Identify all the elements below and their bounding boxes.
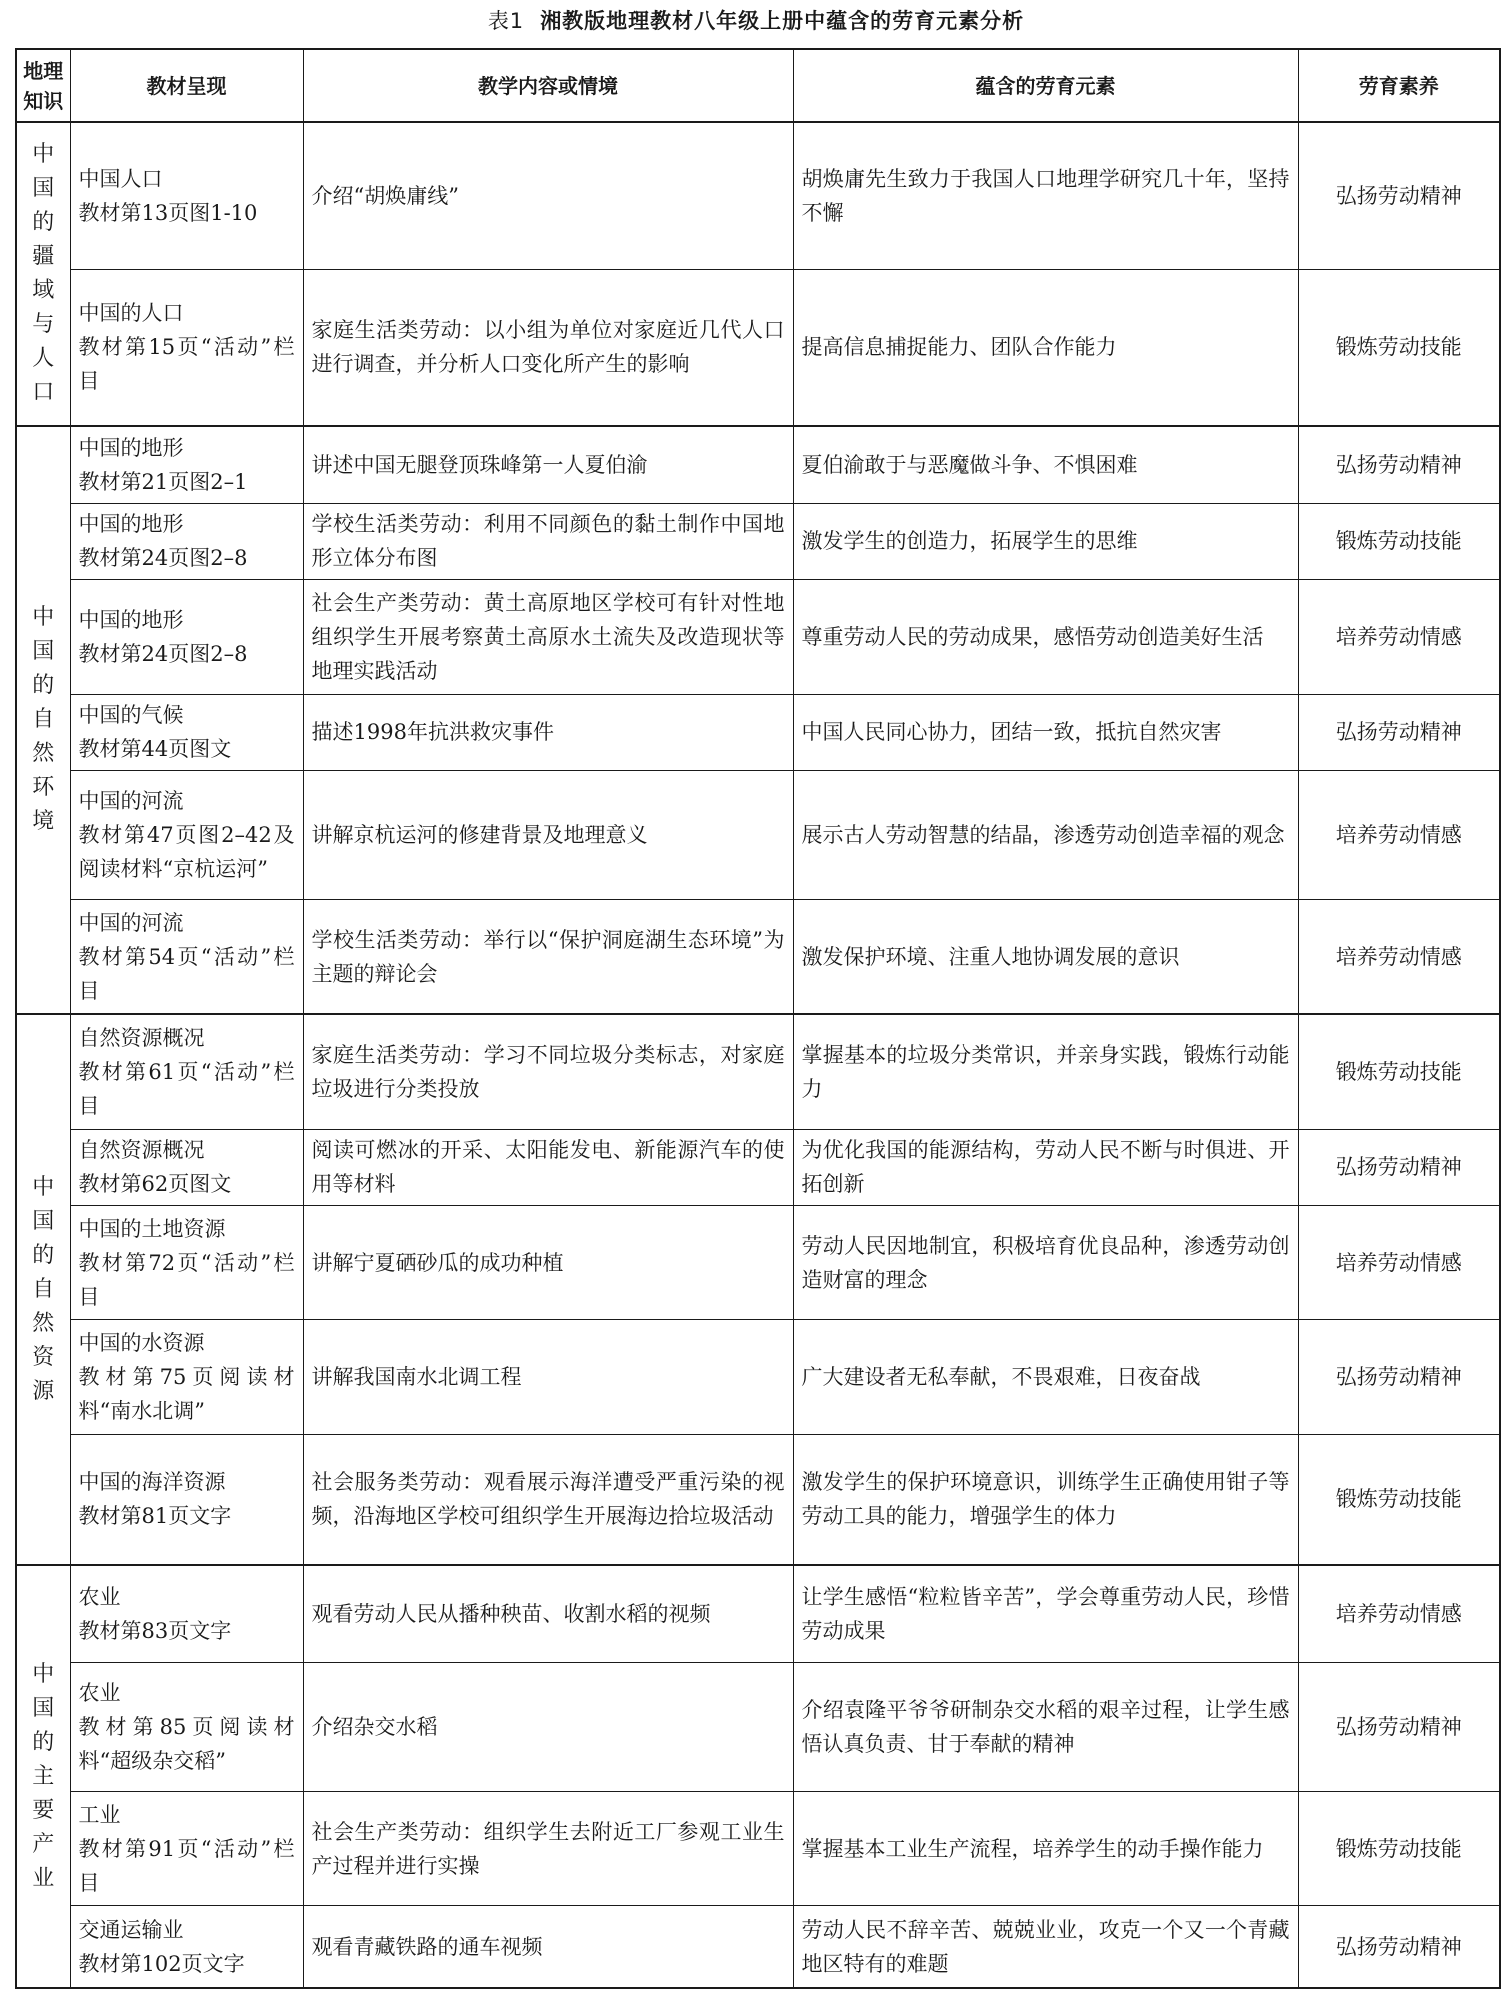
elements-cell: 尊重劳动人民的劳动成果，感悟劳动创造美好生活 [793,580,1298,694]
elements-cell: 提高信息捕捉能力、团队合作能力 [793,269,1298,426]
elements-cell: 劳动人民因地制宜，积极培育优良品种，渗透劳动创造财富的理念 [793,1206,1298,1320]
elements-cell: 夏伯渝敢于与恶魔做斗争、不惧困难 [793,426,1298,503]
table-row [16,899,1500,1014]
presentation-cell [70,426,303,503]
category-cell [16,426,70,1014]
elements-cell: 展示古人劳动智慧的结晶，渗透劳动创造幸福的观念 [793,771,1298,900]
elements-cell: 为优化我国的能源结构，劳动人民不断与时俱进、开拓创新 [793,1129,1298,1206]
literacy-cell: 培养劳动情感 [1298,899,1500,1014]
header-literacy: 劳育素养 [1298,49,1500,122]
category-label: 中国的疆域与人口 [32,142,55,406]
presentation-cell [70,122,303,269]
elements-cell: 掌握基本的垃圾分类常识，并亲身实践，锻炼行动能力 [793,1014,1298,1129]
literacy-cell: 弘扬劳动精神 [1298,1663,1500,1792]
presentation-cell [70,694,303,771]
literacy-cell: 锻炼劳动技能 [1298,503,1500,580]
content-cell: 社会生产类劳动：组织学生去附近工厂参观工业生产过程并进行实操 [303,1791,793,1905]
table-row [16,503,1500,580]
presentation-chapter: 农业 [78,1585,121,1610]
table-container [15,48,1499,1989]
presentation-cell [70,1434,303,1565]
presentation-cell [70,269,303,426]
table-body [16,122,1500,1988]
presentation-cell [70,1014,303,1129]
category-label: 中国的自然资源 [32,1174,55,1404]
header-content: 教学内容或情境 [303,49,793,122]
presentation-chapter: 中国的地形 [78,607,184,632]
table-title: 湘教版地理教材八年级上册中蕴含的劳育元素分析 [540,9,1025,33]
presentation-cell [70,1206,303,1320]
header-elements: 蕴含的劳育元素 [793,49,1298,122]
literacy-cell: 培养劳动情感 [1298,580,1500,694]
header-presentation: 教材呈现 [70,49,303,122]
presentation-chapter: 中国的河流 [78,910,184,935]
content-cell: 介绍杂交水稻 [303,1663,793,1792]
table-row [16,426,1500,503]
presentation-chapter: 中国的人口 [78,301,184,326]
table-number: 表1 [487,9,525,33]
category-label: 中国的主要产业 [32,1661,55,1891]
presentation-source: 教材第81页文字 [78,1504,232,1529]
elements-cell: 中国人民同心协力，团结一致，抵抗自然灾害 [793,694,1298,771]
presentation-cell [70,771,303,900]
literacy-cell: 锻炼劳动技能 [1298,1791,1500,1905]
presentation-source: 教材第21页图2–1 [78,469,248,494]
presentation-source: 教材第24页图2–8 [78,641,248,666]
table-row [16,122,1500,269]
content-cell: 家庭生活类劳动：学习不同垃圾分类标志，对家庭垃圾进行分类投放 [303,1014,793,1129]
presentation-cell [70,1906,303,1988]
literacy-cell: 锻炼劳动技能 [1298,1014,1500,1129]
content-cell: 学校生活类劳动：举行以“保护洞庭湖生态环境”为主题的辩论会 [303,899,793,1014]
presentation-source: 教材第75页阅读材料“南水北调” [78,1365,295,1424]
literacy-cell: 弘扬劳动精神 [1298,1320,1500,1434]
presentation-chapter: 中国人口 [78,166,163,191]
literacy-cell: 弘扬劳动精神 [1298,694,1500,771]
elements-cell: 激发学生的创造力，拓展学生的思维 [793,503,1298,580]
presentation-chapter: 中国的地形 [78,512,184,537]
presentation-source: 教材第61页“活动”栏目 [78,1059,295,1118]
table-row [16,1565,1500,1663]
presentation-source: 教材第62页图文 [78,1172,232,1197]
presentation-chapter: 中国的气候 [78,703,184,728]
table-row [16,269,1500,426]
presentation-chapter: 中国的土地资源 [78,1216,226,1241]
content-cell: 描述1998年抗洪救灾事件 [303,694,793,771]
elements-cell: 激发学生的保护环境意识，训练学生正确使用钳子等劳动工具的能力，增强学生的体力 [793,1434,1298,1565]
content-cell: 讲解我国南水北调工程 [303,1320,793,1434]
content-cell: 阅读可燃冰的开采、太阳能发电、新能源汽车的使用等材料 [303,1129,793,1206]
elements-cell: 广大建设者无私奉献，不畏艰难，日夜奋战 [793,1320,1298,1434]
table-caption [0,4,1512,38]
category-label: 中国的自然环境 [32,605,55,835]
table-row [16,1129,1500,1206]
presentation-source: 教材第102页文字 [78,1951,245,1976]
literacy-cell: 锻炼劳动技能 [1298,1434,1500,1565]
presentation-cell [70,1320,303,1434]
presentation-cell [70,1791,303,1905]
presentation-chapter: 中国的地形 [78,435,184,460]
presentation-source: 教材第47页图2–42及阅读材料“京杭运河” [78,822,295,881]
table-row [16,694,1500,771]
presentation-cell [70,503,303,580]
header-row [16,49,1500,122]
content-cell: 讲解京杭运河的修建背景及地理意义 [303,771,793,900]
presentation-source: 教材第13页图1-10 [78,200,258,225]
literacy-cell: 锻炼劳动技能 [1298,269,1500,426]
content-cell: 家庭生活类劳动：以小组为单位对家庭近几代人口进行调查，并分析人口变化所产生的影响 [303,269,793,426]
literacy-cell: 培养劳动情感 [1298,1206,1500,1320]
presentation-chapter: 农业 [78,1681,121,1706]
table-row [16,771,1500,900]
content-cell: 观看劳动人民从播种秧苗、收割水稻的视频 [303,1565,793,1663]
presentation-source: 教材第54页“活动”栏目 [78,944,295,1003]
presentation-chapter: 中国的海洋资源 [78,1470,226,1495]
presentation-source: 教材第85页阅读材料“超级杂交稻” [78,1715,295,1774]
presentation-cell [70,1565,303,1663]
presentation-chapter: 自然资源概况 [78,1138,205,1163]
content-cell: 社会服务类劳动：观看展示海洋遭受严重污染的视频，沿海地区学校可组织学生开展海边拾垃圾活动 [303,1434,793,1565]
elements-cell: 掌握基本工业生产流程，培养学生的动手操作能力 [793,1791,1298,1905]
literacy-cell: 弘扬劳动精神 [1298,426,1500,503]
table-row [16,1434,1500,1565]
presentation-chapter: 交通运输业 [78,1917,184,1942]
literacy-cell: 弘扬劳动精神 [1298,1906,1500,1988]
elements-cell: 介绍袁隆平爷爷研制杂交水稻的艰辛过程，让学生感悟认真负责、甘于奉献的精神 [793,1663,1298,1792]
literacy-cell: 培养劳动情感 [1298,771,1500,900]
presentation-cell [70,580,303,694]
presentation-cell [70,1129,303,1206]
presentation-cell [70,899,303,1014]
header-geo-knowledge: 地理知识 [16,49,70,122]
presentation-chapter: 中国的河流 [78,788,184,813]
table-row [16,580,1500,694]
content-cell: 学校生活类劳动：利用不同颜色的黏土制作中国地形立体分布图 [303,503,793,580]
presentation-source: 教材第91页“活动”栏目 [78,1836,295,1895]
presentation-source: 教材第15页“活动”栏目 [78,335,295,394]
literacy-cell: 弘扬劳动精神 [1298,1129,1500,1206]
presentation-source: 教材第72页“活动”栏目 [78,1250,295,1309]
presentation-cell [70,1663,303,1792]
table-row [16,1014,1500,1129]
presentation-chapter: 工业 [78,1802,121,1827]
presentation-chapter: 中国的水资源 [78,1331,205,1356]
elements-cell: 劳动人民不辞辛苦、兢兢业业，攻克一个又一个青藏地区特有的难题 [793,1906,1298,1988]
content-cell: 介绍“胡焕庸线” [303,122,793,269]
elements-cell: 激发保护环境、注重人地协调发展的意识 [793,899,1298,1014]
presentation-source: 教材第44页图文 [78,737,232,762]
table-row [16,1906,1500,1988]
table-row [16,1320,1500,1434]
category-cell [16,1014,70,1565]
presentation-source: 教材第83页文字 [78,1619,232,1644]
category-cell [16,1565,70,1988]
elements-cell: 胡焕庸先生致力于我国人口地理学研究几十年，坚持不懈 [793,122,1298,269]
content-cell: 讲述中国无腿登顶珠峰第一人夏伯渝 [303,426,793,503]
table-row [16,1206,1500,1320]
presentation-chapter: 自然资源概况 [78,1025,205,1050]
analysis-table [15,48,1501,1989]
literacy-cell: 弘扬劳动精神 [1298,122,1500,269]
table-row [16,1791,1500,1905]
category-cell [16,122,70,426]
content-cell: 讲解宁夏硒砂瓜的成功种植 [303,1206,793,1320]
literacy-cell: 培养劳动情感 [1298,1565,1500,1663]
elements-cell: 让学生感悟“粒粒皆辛苦”，学会尊重劳动人民，珍惜劳动成果 [793,1565,1298,1663]
presentation-source: 教材第24页图2–8 [78,546,248,571]
content-cell: 观看青藏铁路的通车视频 [303,1906,793,1988]
table-row [16,1663,1500,1792]
content-cell: 社会生产类劳动：黄土高原地区学校可有针对性地组织学生开展考察黄土高原水土流失及改造现状等地理实践活动 [303,580,793,694]
